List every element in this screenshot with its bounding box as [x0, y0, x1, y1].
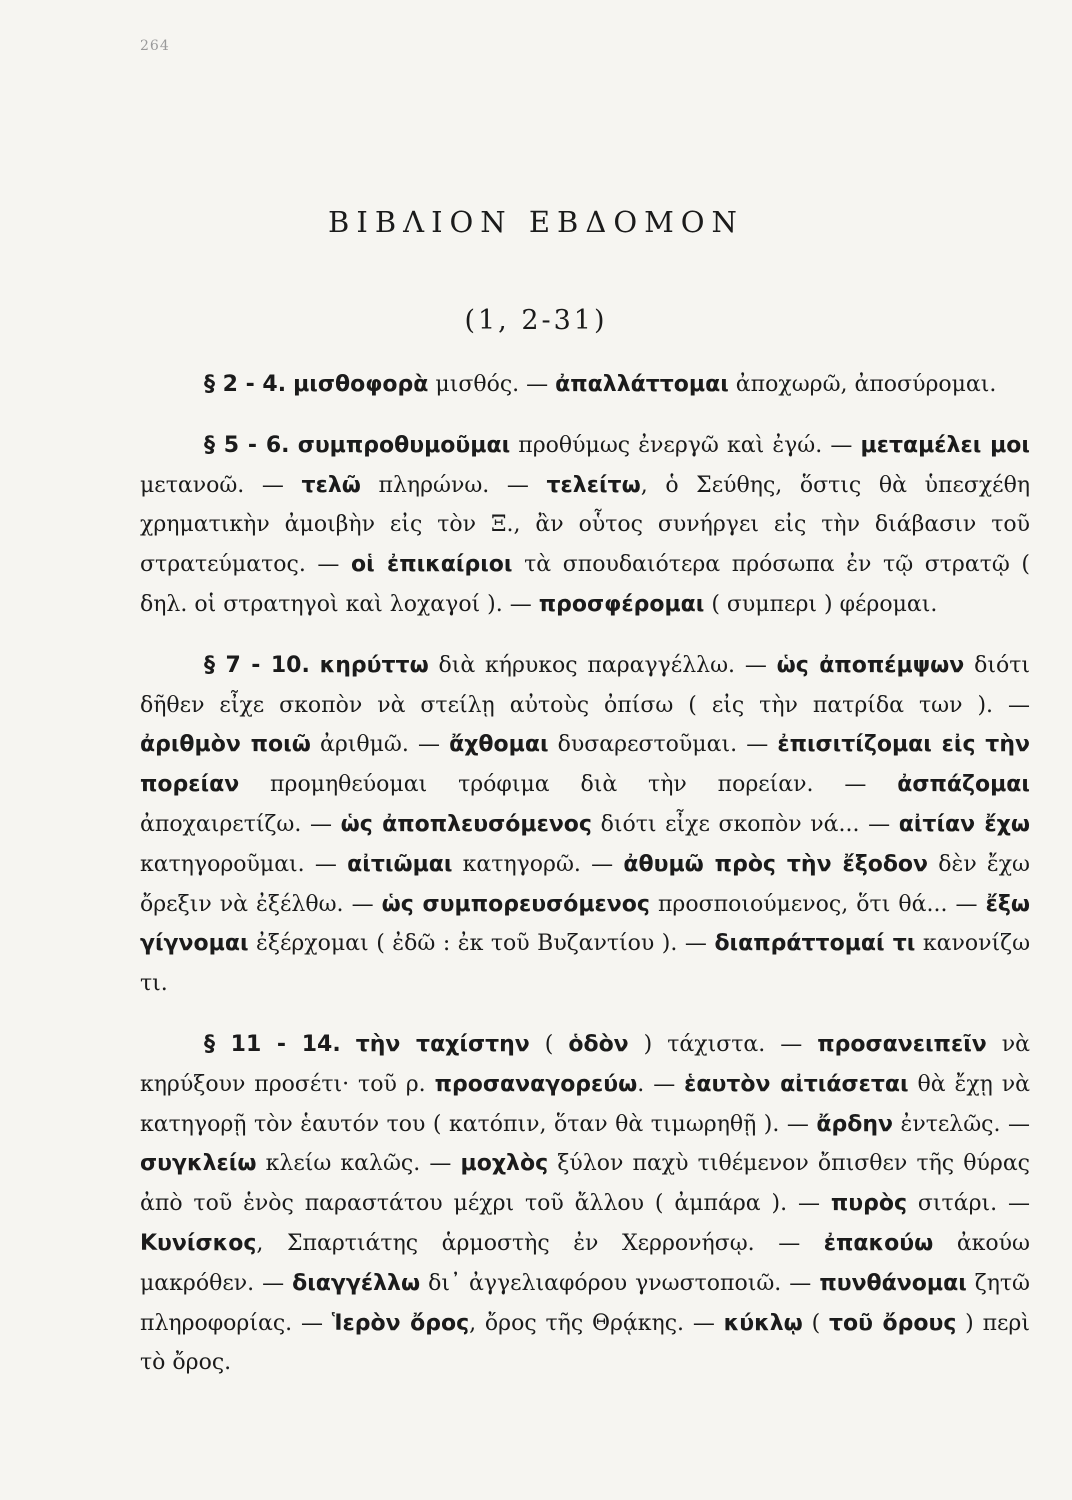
gloss-text: , ὄρος τῆς Θρᾴκης. — [469, 1310, 724, 1336]
glossed-term: μεταμέλει μοι [860, 432, 1030, 458]
glossed-term: αἰτιῶμαι [347, 851, 453, 877]
glossed-term: ἔξω γίγνομαι [140, 891, 1030, 957]
gloss-text: δι᾽ ἀγγελιαφόρου γνωστοποιῶ. — [420, 1270, 820, 1296]
gloss-text: κατηγοροῦμαι. — [140, 851, 348, 877]
gloss-text: κλείω καλῶς. — [256, 1151, 461, 1177]
glossed-term: οἱ ἐπικαίριοι [351, 552, 513, 578]
gloss-text: δυσαρεστοῦμαι. — [548, 732, 778, 758]
glossed-term: ἀριθμὸν ποιῶ [140, 732, 311, 758]
section-reference: § 7 - 10. [204, 652, 310, 678]
gloss-text: ἐντελῶς. — [893, 1111, 1030, 1137]
glossed-term: Ἱερὸν ὄρος [331, 1310, 470, 1336]
section-reference: § 2 - 4. [204, 372, 287, 397]
gloss-text: ξύλον παχὺ τιθέμενον ὄπισθεν τῆς θύρας ἀπὸ τοῦ ἑνὸς παραστάτου μέχρι τοῦ ἄλλου ( ἀμπάρα ). — [140, 1151, 1031, 1217]
gloss-text: . — [637, 1071, 685, 1097]
glossed-term: ἀθυμῶ πρὸς τὴν ἔξοδον [623, 851, 929, 877]
gloss-text: ἀποχαιρετίζω. — [140, 811, 341, 837]
commentary-body [140, 365, 1030, 1404]
glossed-term: διαγγέλλω [292, 1270, 421, 1296]
gloss-text: διότι εἶχε σκοπὸν νά... — [591, 811, 899, 837]
glossed-term: μοχλὸς [460, 1151, 549, 1177]
glossed-term: προσαναγορεύω [434, 1071, 638, 1097]
page-number: 264 [140, 38, 170, 54]
gloss-text: τὰ σπουδαιότερα πρόσωπα ἐν τῷ στρατῷ ( δηλ. οἱ στρατηγοὶ καὶ λοχαγοί ). — [140, 552, 1031, 617]
section-reference: § 11 - 14. [204, 1031, 341, 1057]
gloss-text: προσποιούμενος, ὅτι θά... — [649, 891, 986, 917]
glossed-term: ἄρδην [816, 1111, 894, 1137]
section-reference: § 5 - 6. [204, 432, 290, 458]
gloss-text: σιτάρι. — [907, 1191, 1030, 1217]
glossed-term: ἐπισιτίζομαι εἰς τὴν πορείαν [140, 732, 1030, 798]
gloss-text: κανονίζω τι. [140, 931, 1031, 997]
glossed-term: ἐπακούω [823, 1230, 934, 1256]
book-title: ΒΙΒΛΙΟΝ ΕΒΔΟΜΟΝ [328, 205, 744, 239]
chapter-range: (1, 2-31) [464, 305, 608, 336]
gloss-text: θὰ ἔχῃ νὰ κατηγορῇ τὸν ἑαυτόν του ( κατόπιν, ὅταν θὰ τιμωρηθῇ ). — [140, 1071, 1030, 1137]
glossed-term: κηρύττω [319, 652, 429, 678]
gloss-text: ) περὶ τὸ ὄρος. [140, 1310, 1030, 1376]
glossed-term: ὡς ἀποπλευσόμενος [340, 811, 592, 837]
commentary-paragraph [140, 646, 1030, 1004]
glossed-term: ἄχθομαι [449, 732, 549, 758]
gloss-text: , Σπαρτιάτης ἁρμοστὴς ἐν Χερρονήσῳ. — [256, 1230, 824, 1256]
gloss-text: μισθός. — [428, 372, 556, 397]
gloss-text: διότι δῆθεν εἶχε σκοπὸν νὰ στείλῃ αὐτοὺς ὀπίσω ( εἰς τὴν πατρίδα των ). — [140, 652, 1031, 718]
glossed-term: ὁδὸν [568, 1031, 629, 1057]
glossed-term: τὴν ταχίστην [355, 1031, 530, 1057]
gloss-text: ( συμπερι ) φέρομαι. [704, 591, 938, 617]
glossed-term: συγκλείω [140, 1151, 257, 1177]
gloss-text: πληρώνω. — [360, 472, 547, 498]
gloss-text: ) τάχιστα. — [628, 1031, 818, 1057]
gloss-text: κατηγορῶ. — [452, 851, 624, 877]
gloss-text: διὰ κήρυκος παραγγέλλω. — [428, 652, 777, 678]
glossed-term: ἑαυτὸν αἰτιάσεται [684, 1071, 909, 1097]
glossed-term: ἀπαλλάττομαι [555, 372, 729, 397]
gloss-text: , ὁ Σεύθης, ὅστις θὰ ὑπεσχέθη χρηματικὴν ἀμοιβὴν εἰς τὸν Ξ., ἂν οὗτος συνήργει εἰς τὴν διάβασιν τοῦ στρατεύματος. — [140, 472, 1031, 578]
gloss-text: προθύμως ἐνεργῶ καὶ ἐγώ. — [510, 432, 861, 458]
glossed-term: κύκλῳ [723, 1310, 803, 1336]
gloss-text: νὰ κηρύξουν προσέτι· τοῦ ρ. [140, 1031, 1030, 1097]
gloss-text: ἀποχωρῶ, ἀποσύρομαι. [728, 372, 997, 397]
gloss-text: ἀριθμῶ. — [310, 732, 450, 758]
glossed-term: διαπράττομαί τι [714, 931, 916, 957]
gloss-text: ζητῶ πληροφορίας. — [140, 1270, 1030, 1336]
glossed-term: ὡς ἀποπέμψων [776, 652, 965, 678]
glossed-term: ὡς συμπορευσόμενος [381, 891, 650, 917]
glossed-term: τελῶ [301, 472, 361, 498]
glossed-term: αἰτίαν ἔχω [898, 811, 1030, 837]
gloss-text: μετανοῶ. — [140, 472, 302, 498]
glossed-term: μισθοφορὰ [293, 372, 429, 397]
glossed-term: συμπροθυμοῦμαι [297, 432, 511, 458]
gloss-text: προμηθεύομαι τρόφιμα διὰ τὴν πορείαν. — [239, 772, 898, 798]
commentary-paragraph [140, 365, 1030, 405]
gloss-text: ἀκούω μακρόθεν. — [140, 1230, 1030, 1296]
glossed-term: τελείτω [546, 472, 641, 498]
gloss-text: ( [802, 1310, 830, 1336]
commentary-paragraph [140, 1025, 1030, 1383]
commentary-paragraph [140, 426, 1030, 625]
gloss-text: ( [529, 1031, 569, 1057]
glossed-term: προσφέρομαι [538, 591, 705, 617]
glossed-term: τοῦ ὄρους [829, 1310, 957, 1336]
glossed-term: πυρὸς [830, 1191, 908, 1217]
glossed-term: προσανειπεῖν [817, 1031, 987, 1057]
glossed-term: ἀσπάζομαι [897, 772, 1030, 798]
gloss-text: ἐξέρχομαι ( ἐδῶ : ἐκ τοῦ Βυζαντίου ). — [248, 931, 715, 957]
gloss-text: δὲν ἔχω ὄρεξιν νὰ ἐξέλθω. — [140, 851, 1030, 917]
glossed-term: πυνθάνομαι [819, 1270, 967, 1296]
glossed-term: Κυνίσκος [140, 1230, 257, 1256]
